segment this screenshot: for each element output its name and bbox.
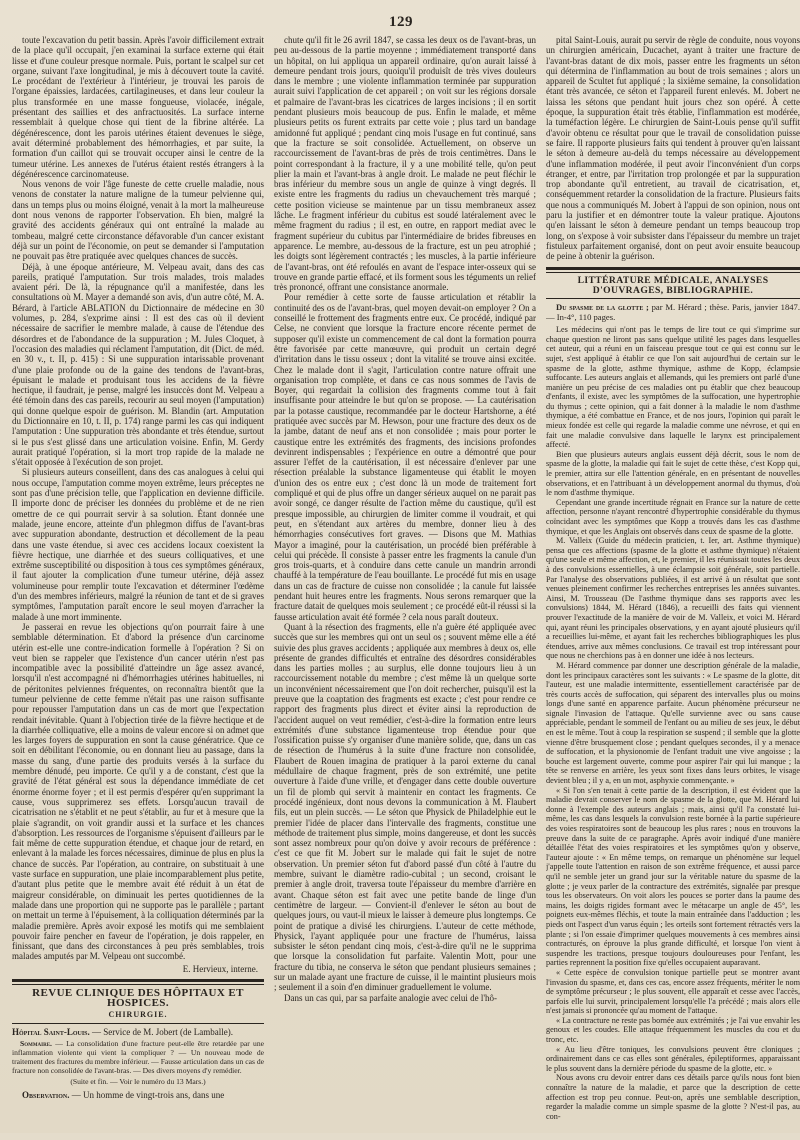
- middle-paragraph-2: Pour remédier à cette sorte de fausse articulation et rétablir la continuité des os de l'avant-bras, quel moyen devait-on employer ? On a conseillé le frottement des fragments entre eux. Ce procédé, indiqué par Celse, ne convient que lorsque la fracture encore récente permet de supposer qu'il existe un commencement de cal dont la formation pourra être favorisée par cette manœuvre, qui produit un certain degré d'irritation dans le tissu osseux ; dont la vitalité se trouve ainsi excitée. Chez le malade dont il s'agit, l'articulation contre nature offrait une organisation trop complète, et dans ce cas nous sommes de l'avis de Boyer, qui regardait la collision des fragments comme tout à fait insuffisante pour atteindre le but qu'on se propose. — La cautérisation par la potasse caustique, recommandée par le docteur Hartshorne, a été pratiquée avec succès par M. Hewson, pour une fracture des deux os de la jambe, datant de neuf ans et non consolidée ; mais pour porter le caustique entre les extrémités des fragments, des incisions profondes devinrent indispensables ; l'expérience en outre a démontré que pour assurer l'effet de la cautérisation, il est nécessaire d'enlever par une résection préalable la substance ligamenteuse qui établit le moyen d'union des os entre eux ; c'est donc là un mode de traitement fort compliqué et qui de plus offre un danger sérieux auquel on ne parait pas avoir songé, ce danger résulte de l'action même du caustique, qu'il est presque impossible, au chirurgien de limiter comme il voudrait, et qui peut, en s'étendant aux artères du membre, donner lieu à des hémorrhagies consécutives fort graves. — Disons que M. Mathias Mayor a imaginé, pour la cautérisation, un procédé bien préférable à celui qui précède. Il consiste à passer entre les fragments la canule d'un gros trois-quarts, et à conduire dans cette canule un mandrin arrondi chauffé à la température de l'eau bouillante. Le procédé fut mis en usage dans un cas de fracture de cuisse non consolidée ; la canule fut laissée pendant huit heures entre les fragments. Nous serons remarquer que la fracture datait de quelques mois seulement ; ce procédé eût-il réussi si la fausse articulation avait été formée ? cela nous paraît douteux.: [274, 292, 536, 622]
- left-paragraph-4: Si plusieurs auteurs conseillent, dans des cas analogues à celui qui nous occupe, l'amputation comme moyen extrême, leurs préceptes ne sont pas d'une précision telle, que l'application en devienne difficile. Il importe donc de préciser les données du problème et de ne rien omettre de ce qui pourrait servir à sa solution. Étant donnée une malade, jeune encore, atteinte d'un phlegmon diffus de l'avant-bras avec suppuration abondante, destruction et décollement de la peau dans une vaste étendue, si avec ces accidens locaux coexistent la fièvre hectique, une diarrhée et des sueurs colliquatives, et une extrême susceptibilité ou disposition à tous ces symptômes généraux, il faut ajouter la complication d'une tumeur utérine, déjà assez volumineuse pour remplir toute l'excavation et déterminer l'œdème d'un des membres inférieurs, malgré la réunion de tant et de si graves symptômes, l'amputation paraît encore le seul moyen d'arracher la malade à une mort imminente.: [12, 467, 264, 622]
- review-paragraph-2: Bien que plusieurs auteurs anglais eussent déjà décrit, sous le nom de spasme de la glotte, la maladie qui fait le sujet de cette thèse, c'est Kopp qui, le premier, attira sur elle l'attention générale, en en présentant de nouvelles observations, et en l'attribuant à un développement anormal du thymus, d'où le nom d'asthme thymique.: [546, 449, 800, 498]
- review-paragraph-8: « La contracture ne reste pas bornée aux extrémités ; je l'ai vue envahir les genoux et les coudes. Elle attaque fréquemment les muscles du cou et du tronc, etc.: [546, 1015, 800, 1045]
- literature-divider: [546, 267, 800, 273]
- right-column: [546, 35, 800, 1140]
- book-title-rest: par M. Hérard ; thèse. Paris, janvier 1847. — In-4°, 110 pages.: [546, 302, 800, 323]
- summary-text: — La consolidation d'une fracture peut-elle être retardée par une inflammation violente qui vient la compliquer ? — Un nouveau mode de traitement des fractures du membre inférieur. — Fausse articulation dans un cas de fracture non consolidée de l'avant-bras. — Des divers moyens d'y remédier.: [12, 1039, 264, 1076]
- middle-paragraph-1: chute qu'il fit le 26 avril 1847, se cassa les deux os de l'avant-bras, un peu au-dessous de la partie moyenne ; immédiatement transporté dans un hôpital, on lui appliqua un appareil ordinaire, qu'on aurait laissé à demeure pendant trois jours, quoiqu'il produisît de très vives douleurs dans le membre ; une violente inflammation terminée par suppuration aurait suivi l'application de cet appareil ; on voit sur les régions dorsale et palmaire de l'avant-bras les cicatrices de larges incisions ; il en sortit pendant plusieurs mois beaucoup de pus. Enfin le malade, et même plusieurs petits os furent extraits par cette voie ; plus tard un bandage amidonné fut appliqué ; pendant cinq mois l'usage en fut continué, sans que la fracture se soit consolidée. Actuellement, on observe un raccourcissement de l'avant-bras de près de trois centimètres. Dans le point correspondant à la fracture, il y a une mobilité telle, qu'on peut plier la main et l'avant-bras à angle droit. Le malade ne peut fléchir le bras inférieur du membre sous un angle de quinze à vingt degrés. Il existe entre les fragments du radius un chevauchement très marqué ; cette position vicieuse se maintenue par un tissu membraneux assez lâche. Le fragment inférieur du cubitus est soudé latéralement avec le même fragment du radius ; il est, en outre, en rapport mediat avec le fragment supérieur du cubitus par l'intermédiaire de brides fibreuses en apparence. Le membre, au-dessous de la fracture, est un peu atrophié ; les doigts sont légèrement contractés ; les muscles, à la partie inférieure de l'avant-bras, ont été refoulés en avant de l'espace inter-osseux qui se trouve en grande partie effacé, et ils forment sous les téguments un relief très prononcé, offrant une consistance anormale.: [274, 35, 536, 293]
- middle-column: [274, 35, 536, 1140]
- subsection-divider: [12, 1023, 264, 1024]
- author-signature: E. Hervieux, interne.: [182, 963, 258, 974]
- left-paragraph-5: Je passerai en revue les objections qu'on pourrait faire à une semblable détermination. Et d'abord la présence d'un carcinome utérin est-elle une contre-indication formelle à l'opération ? Si on veut bien se rappeler que l'existence d'un cancer utérin n'est pas incompatible avec la possibilité d'atteindre un âge assez avancé, lorsqu'il n'est accompagné ni d'hémorrhagies utérines habituelles, ni de péritonites pelviennes fréquentes, on reconnaîtra bientôt que la tumeur pelvienne de cette femme n'était pas une raison suffisante pour repousser l'amputation dans un cas de mort que l'expectation rendait inévitable. Quant à l'objection tirée de la fièvre hectique et de la diarrhée colliquative, elle a moins de valeur encore si on admet que les larges foyers de suppuration en sont la cause génératrice. Que ce soit en débilitant l'économie, ou en donnant lieu au passage, dans la masse du sang, d'une partie des produits versés à la surface du membre dénudé, peu importe. Ce qu'il y a de constant, c'est que la gravité de l'état général est sous la dépendance immédiate de cet énorme énorme foyer ; et il est permis d'espérer qu'en supprimant la cause, vous supprimerez ses effets. Lorsqu'aucun travail de cicatrisation ne s'établit et ne peut s'établir, au fur et à mesure que la plaie s'agrandit, on voit grandir aussi et la surface et les chances d'absorption. Les ressources de l'organisme s'épuisent d'ailleurs par le fait même de cette suppuration étendue, et chaque jour de retard, en enlevant à la malade les forces nécessaires, diminue de plus en plus la chance de succès. Par l'opération, au contraire, on substituait à une vaste surface en suppuration, une plaie incomparablement plus petite, d'autant plus petite que le membre avait été réduit à un état de maigreur considérable, on diminuait les pertes quotidiennes de la malade dans une proportion qui ne supporte pas le parallèle ; partant on mettait un terme à l'épuisement, à la colliquation déterminés par la maladie première. Après avoir exposé les motifs qui me semblaient pouvoir faire pencher en faveur de l'opération, je dois rappeler, en finissant, que dans des circonstances à peu près semblables, trois malades amputés par M. Velpeau ont succombé.: [12, 621, 264, 962]
- middle-paragraph-3: Quant à la résection des fragments, elle n'a guère été appliquée avec succès que sur les membres qui ont un seul os ; souvent même elle a été suivie des plus graves accidents ; appliquée aux membres à deux os, elle présente de grandes difficultés et entraîne des désordres considérables dans les parties molles ; au surplus, elle donne toujours lieu à un raccourcissement notable du membre ; c'est même là un quelque sorte un inconvénient nécessairement que l'on doit rechercher, puisqu'il est la preuve que la coaptation des fragments est exacte ; c'est pour rendre ce rapport des fragments plus direct et éviter ainsi la reproduction de l'accident auquel on veut remédier, c'est-à-dire la formation entre leurs extrémités d'une substance ligamenteuse trop étendue pour que l'ossification puisse s'y organiser d'une manière solide, que, dans un cas de résection de l'humérus à la suite d'une fracture non consolidée, Flaubert de Rouen imagina de pratiquer à la paroi externe du canal médullaire de chaque fragment, près de son extrémité, une petite ouverture à l'aide d'une vrille, et d'engager dans cette double ouverture un fil de plomb qui servit à maintenir en contact les fragments. Ce procédé ingénieux, dont nous devons la communication à M. Flaubert fils, eut un plein succès. — Le séton que Physick de Philadelphie eut le premier l'idée de placer dans l'intervalle des fragments, constitue une méthode de traitement plus simple, moins dangereuse, et dont les succès sont assez nombreux pour qu'on doive y avoir recours de préférence : c'est ce que fit M. Jobert sur le malade qui fait le sujet de notre observation. Un premier séton fut d'abord passé d'un côté à l'autre du membre, suivant le diamètre radio-cubital ; un second, croisant le premier à angle droit, traversa toute l'épaisseur du membre d'arrière en avant. Chaque séton est fait avec une petite bande de linge d'un centimètre de largeur. — Convient-il d'enlever le séton au bout de quelques jours, ou vaut-il mieux le laisser à demeure plus longtemps. Ce point de pratique a divisé les chirurgiens. L'auteur de cette méthode, Physick, l'ayant appliquée pour une fracture de l'humérus, laissa subsister le séton pendant cinq mois, c'est-à-dire qu'il ne le supprima que lorsque la consolidation fut parfaite. Valentin Mott, pour une fracture du tibia, ne conserva le séton que pendant plusieurs semaines ; sur un malade ayant une fracture de cuisse, il le maintint plusieurs mois ; seulement il a soin d'en diminuer graduellement le volume.: [274, 621, 536, 993]
- right-paragraph-1: pital Saint-Louis, aurait pu servir de règle de conduite, nous voyons un chirurgien américain, Ducachet, ayant à traiter une fracture de l'avant-bras datant de dix mois, passer entre les fragments un séton qui détermina de l'inflammation au bout de trois semaines ; alors un appareil de Scultet fut appliqué ; la sixième semaine, la consolidation étant très avancée, ce séton et l'appareil furent enlevés. M. Jobert ne laissa les sétons que pendant huit jours chez son opéré. À cette époque, la suppuration était très établie, l'inflammation est modérée, la tuméfaction légère. Le chirurgien de Saint-Louis pense qu'il suffit d'avoir obtenu ce résultat pour que le travail de consolidation puisse se faire. Il rapporte plusieurs faits qui tendent à prouver qu'en laissant le séton à demeure au-delà du temps nécessaire au développement d'une inflammation modérée, il peut avoir l'inconvénient d'un corps étranger, et entre, par l'irritation trop prolongée et par la suppuration trop abondante qu'il entretient, au travail de cicatrisation, et, conséquemment retarder la consolidation de la fracture. Plusieurs faits que nous a communiqués M. Jobert à l'appui de son opinion, nous ont paru la justifier et en démontrer toute la valeur pratique. Ajoutons qu'en laissant le séton à demeure pendant un temps beaucoup trop long, on s'expose à voir subsister dans l'épaisseur du membre un trajet fistuleux parfaitement organisé, dont on peut avoir ensuite beaucoup de peine à obtenir la guérison.: [546, 35, 800, 262]
- review-body: [546, 325, 800, 1121]
- review-paragraph-4: M. Valleix (Guide du médecin praticien, t. Ier, art. Asthme thymique) pensa que ces affections (spasme de la glotte et asthme thymique) n'étaient qu'une seule et même affection, et, le premier, il les réunissait toutes les deux à des convulsions essentielles, à une éclampsie soit générale, soit partielle. Par l'analyse des observations publiées, il est arrivé à un résultat que sont venues pleinement confirmer les recherches entreprises les années suivantes. Ainsi, M. Trousseau (De l'asthme thymique dans ses rapports avec les convulsions) 1844, M. Hérard (1846), a recueilli des faits qui viennent prouver l'exactitude de la manière de voir de M. Valleix, et voici M. Hérard qui, ayant réuni les principales observations, y en ayant ajouté plusieurs qu'il a recueillies lui-même, et ayant fait les recherches bibliographiques les plus étendues, arrive aux mêmes conclusions. Ce travail est trop intéressant pour que nous ne cherchions pas à en donner une idée à nos lecteurs.: [546, 536, 800, 661]
- observation-label: Observation.: [22, 1089, 70, 1100]
- book-title-lead: Du spasme de la glotte ;: [556, 302, 649, 313]
- review-paragraph-6: « Si l'on s'en tenait à cette partie de la description, il est évident que la maladie devrait conserver le nom de spasme de la glotte, que M. Hérard lui donne à l'exemple des auteurs anglais ; mais, ainsi qu'il l'a constaté lui-même, les cas dans lesquels la convulsion reste bornée à la partie supérieure des voies respiratoires sont de beaucoup les plus rares ; nous en trouvons la preuve dans la suite de ce paragraphe. Après avoir indiqué d'une manière détaillée l'état des voies respiratoires et les symptômes qu'on y observe, l'auteur ajoute : « En même temps, on remarque un phénomène sur lequel j'appelle toute l'attention en raison de son extrême fréquence, et aussi parce qu'il ne semble jeter un grand jour sur la véritable nature du spasme de la glotte ; je veux parler de la contracture des extrémités, signalée par presque tous les observateurs. On voit alors les pouces se porter dans la paume des mains, les doigts rigides formant avec le métacarpe un angle de 45°, les poignets eux-mêmes fléchis, et toute la main entraînée dans l'adduction ; les pieds ont l'aspect d'un varus équin ; les orteils sont fortement rétractés vers la plante ; si l'on essaie d'imprimer quelques mouvements à ces membres ainsi contracturés, on éprouve la plus grande difficulté, et lorsque l'on vient à suspendre les tractions, presque toujours douloureuses pour l'enfant, les parties reprennent la position fixe qu'elles occupaient auparavant.: [546, 785, 800, 968]
- revue-clinique-heading: REVUE CLINIQUE DES HÔPITAUX ET HOSPICES.: [32, 987, 244, 1010]
- literature-heading: LITTÉRATURE MÉDICALE, ANALYSES D'OUVRAGES, BIBLIOGRAPHIE.: [577, 274, 769, 296]
- continued-note: (Suite et fin. — Voir le numéro du 13 Mars.): [70, 1077, 206, 1087]
- left-column: [12, 35, 264, 1140]
- summary-label: Sommaire.: [20, 1039, 52, 1049]
- review-paragraph-7: « Cette espèce de convulsion tonique partielle peut se montrer avant l'invasion du spasme, et, dans ces cas, encore assez fréquents, mériter le nom de symptôme précurseur ; le plus souvent, elle apparaît et cesse avec l'accès, parfois elle lui survit, principalement lorsqu'elle l'a précédé ; mais alors elle n'est jamais si prononcée qu'au moment de l'attaque.: [546, 967, 800, 1016]
- review-paragraph-10: Nous avons cru devoir entrer dans ces détails parce qu'ils nous font bien connaître la nature de la maladie, et parce que la description de cette affection est trop peu connue. Peut-on, après une semblable description, regarder la maladie comme un simple spasme de la glotte ? N'est-il pas, au con-: [546, 1073, 800, 1121]
- left-paragraph-1: toute l'excavation du petit bassin. Après l'avoir difficilement extrait de la place qu'il occupait, j'en examinai la surface externe qui était lisse et d'une couleur presque normale. Puis, portant le scalpel sur cet organe, suivant l'axe longitudinal, je mis à découvert toute la cavité. Le procédant de l'extérieur à l'intérieur, je trouvai les parois de l'organe épaissies, lardacées, cartilagineuses, et dans leur couleur la plus transformée en une masse fongueuse, violacée, inégale, présentant des saillies et des anfractuosités. La surface interne ressemblait à quelque chose qui tient de la fibrine altérée. La dégénérescence, dont les parois utérines étaient devenues le siège, avait déterminé probablement des hémorrhagies, et par suite, la formation d'un caillot qui se trouvait occuper ainsi le centre de la tumeur utérine. Les annexes de l'utérus étaient restés étrangers à la dégénérescence carcinomateuse.: [12, 35, 264, 179]
- observation-paragraph: [12, 1090, 264, 1100]
- left-paragraph-2: Nous venons de voir l'âge funeste de cette cruelle maladie, nous venons de constater la nature maligne de la tumeur pelvienne qui, dans un temps plus ou moins éloigné, venait à la mort la malheureuse dont nous venons de rapporter l'observation. Eh bien, malgré la gravité des accidents généraux qui ont entraîné la malade au tombeau, malgré cette circonstance défavorable d'un cancer existant déjà sur un point de l'économie, on peut se demander si l'amputation ne pouvait pas être pratiquée avec quelques chances de succès.: [12, 179, 264, 262]
- book-title: [546, 302, 800, 322]
- page-number: 129: [389, 14, 413, 30]
- service-line: [12, 1027, 264, 1037]
- review-paragraph-3: Cependant une grande incertitude régnait en France sur la nature de cette affection, personne n'ayant rencontré d'hypertrophie considérable du thymus coïncidant avec les symptômes que Kopp a trouvés dans les cas d'asthme thymique, et que les Anglais ont observés dans ceux de spasme de la glotte.: [546, 497, 800, 536]
- section-divider: [12, 979, 264, 985]
- middle-paragraph-4: Dans un cas qui, par sa parfaite analogie avec celui de l'hô-: [284, 992, 498, 1003]
- hospital-name: Hôpital Saint-Louis.: [12, 1026, 90, 1037]
- service-name: — Service de M. Jobert (de Lamballe).: [92, 1026, 233, 1037]
- review-paragraph-5: M. Hérard commence par donner une description générale de la maladie, dont les principaux caractères sont les suivants : « Le spasme de la glotte, dit l'auteur, est une maladie intermittente, essentiellement caractérisée par de très courts accès de suffocation, qui séparent des intervalles plus ou moins longs d'une santé en apparence parfaite. Aucun phénomène précurseur ne signale l'invasion de l'attaque. Qu'elle survienne avec ou sans cause appréciable, pendant le sommeil de l'enfant ou au milieu de ses jeux, le début en est le même. Tout à coup la respiration se suspend ; il semble que la glotte vienne d'être brusquement close ; pendant quelques secondes, il y a menace de suffocation, et la physionomie de l'enfant traduit une vive angoisse ; la bouche est largement ouverte, comme pour aspirer l'air qui lui manque ; la tête se renverse en arrière, les yeux sont fixes dans leurs orbites, le visage devient bleu ; il y a, en un mot, asphyxie commençante. »: [546, 660, 800, 786]
- observation-text: — Un homme de vingt-trois ans, dans une: [71, 1089, 225, 1100]
- three-column-layout: [12, 35, 800, 1140]
- left-paragraph-3: Déjà, à une époque antérieure, M. Velpeau avait, dans des cas pareils, pratiqué l'amputation. Sur trois malades, trois malades avaient péri. De là, la répugnance qu'il a manifestée, dans les consultations où M. Mayer a demandé son avis, d'un autre côté, M. A. Bérard, à l'article ABLATION du Dictionnaire de médecine en 30 volumes, p. 284, s'exprime ainsi : Il est des cas où il devient nécessaire de sacrifier le membre malade, à cause de l'étendue des désordres et de l'abondance de la suppuration ; M. Jules Cloquet, à l'occasion des maladies qui réclament l'amputation, dit (Dict. de méd. en 30 v., t. II, p. 415) : Si une suppuration intarissable provenant d'une plaie profonde ou de la gaine des tendons de l'avant-bras, épuisant le malade et produisant tous les accidens de la fièvre hectique, il faudrait, je pense, malgré les insuccès dont M. Velpeau a été témoin dans des cas pareils, recourir au seul moyen (l'amputation) qui donne quelque espoir de guérison. M. Blandin (art. Amputation du Dictionnaire en 10, t. II, p. 174) range parmi les cas qui indiquent l'amputation : Une suppuration très abondante et très étendue, surtout si le pus s'est glissé dans une articulation voisine. Enfin, M. Gerdy aurait pratiqué l'opération, si la mort trop rapide de la malade ne s'était opposée à l'exécution de son projet.: [12, 261, 264, 468]
- summary: [12, 1039, 264, 1075]
- chirurgie-subheading: CHIRURGIE.: [108, 1009, 168, 1019]
- literature-subdivider: [546, 298, 800, 299]
- review-paragraph-9: « Au lieu d'être toniques, les convulsions peuvent être cloniques ; ordinairement dans ce cas elles sont générales, épileptiformes, apparaissant le plus souvent dans la dernière période du spasme de la glotte, etc. »: [546, 1044, 800, 1073]
- review-paragraph-1: Les médecins qui n'ont pas le temps de lire tout ce qui s'imprime sur chaque question ne liront pas sans quelque utilité les pages dans lesquelles cet auteur, qui a réuni en un faisceau presque tout ce qui est connu sur le sujet, s'est appliqué à établir ce que l'on sait aujourd'hui de certain sur le spasme de la glotte, asthme thymique, asthme de Kopp, éclampsie suffocante. Les auteurs anglais et allemands, qui les premiers ont parlé d'une manière un peu précise de ces maladies ont pu établir que chez beaucoup d'enfants, il existe, avec les symptômes de la suffocation, une hypertrophie du thymus ; cette opinion, qui a fait donner à la maladie le nom d'asthme thymique, a été combattue en France, et de nos jours, l'opinion qui paraît le mieux fondée est celle qui regarde la maladie comme une névrose, et qui en fait une maladie convulsive dans laquelle le larynx est principalement affecté.: [546, 325, 800, 450]
